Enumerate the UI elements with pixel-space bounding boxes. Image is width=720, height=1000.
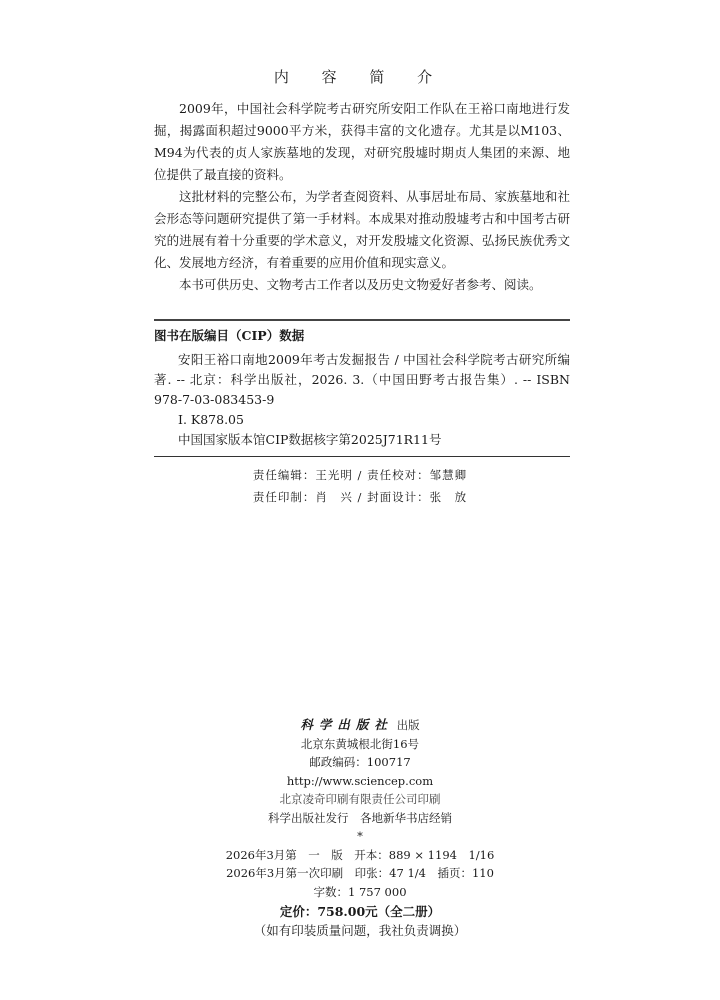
editors-line: 责任印制：肖 兴 / 封面设计：张 放 — [252, 490, 468, 504]
intro-paragraph: 这批材料的完整公布，为学者查阅资料、从事居址布局、家族墓地和社会形态等问题研究提供了第一手材料。本成果对推动殷墟考古和中国考古研究的进展有着十分重要的学术意义，对开发殷墟文化资源、弘扬民族优秀文化、发展地方经济，有着重要的应用价值和现实意义。 — [154, 189, 570, 270]
page-heading: 内 容 简 介 — [273, 68, 447, 86]
cip-verification: 中国国家版本馆CIP数据核字第2025J71R11号 — [178, 432, 442, 447]
cip-top-divider — [154, 319, 570, 321]
cip-classification: Ⅰ. K878.05 — [178, 412, 244, 427]
quality-notice: （如有印装质量问题，我社负责调换） — [253, 922, 467, 938]
editors-credits — [0, 464, 720, 508]
publisher-suffix: 出版 — [396, 718, 420, 732]
cip-block — [154, 326, 570, 450]
word-count: 字数：1 757 000 — [313, 884, 407, 899]
publisher-line — [0, 716, 720, 735]
publisher-postcode: 邮政编码：100717 — [309, 755, 411, 769]
printing-line: 2026年3月第一次印刷 印张：47 1/4 插页：110 — [226, 866, 494, 880]
cip-bottom-divider — [154, 456, 570, 457]
intro-paragraph: 2009年，中国社会科学院考古研究所安阳工作队在王裕口南地进行发掘，揭露面积超过9000平方米，获得丰富的文化遗存。尤其是以M103、M94为代表的贞人家族墓地的发现，对研究殷墟时期贞人集团的来源、地位提供了最直接的资料。 — [154, 101, 570, 182]
cip-record: 安阳王裕口南地2009年考古发掘报告 / 中国社会科学院考古研究所编著. -- 北京：科学出版社，2026. 3.（中国田野考古报告集）. -- ISBN 978-7-03-083453-9 — [154, 352, 570, 407]
publisher-name: 科学出版社 — [300, 717, 393, 732]
separator-asterisk: * — [357, 829, 363, 843]
distribution-line: 科学出版社发行 各地新华书店经销 — [268, 810, 452, 825]
editors-line: 责任编辑：王光明 / 责任校对：邹慧卿 — [252, 468, 468, 482]
publisher-website: http://www.sciencep.com — [286, 773, 434, 788]
publisher-imprint — [0, 716, 720, 940]
publisher-address: 北京东黄城根北街16号 — [300, 736, 420, 751]
price-line: 定价：758.00元（全二册） — [279, 904, 441, 919]
intro-paragraph: 本书可供历史、文物考古工作者以及历史文物爱好者参考、阅读。 — [179, 277, 542, 292]
edition-line: 2026年3月第 一 版 开本：889 × 1194 1/16 — [225, 847, 495, 862]
content-introduction — [154, 98, 570, 296]
cip-title: 图书在版编目（CIP）数据 — [154, 328, 305, 343]
printer-line: 北京凌奇印刷有限责任公司印刷 — [279, 792, 441, 806]
